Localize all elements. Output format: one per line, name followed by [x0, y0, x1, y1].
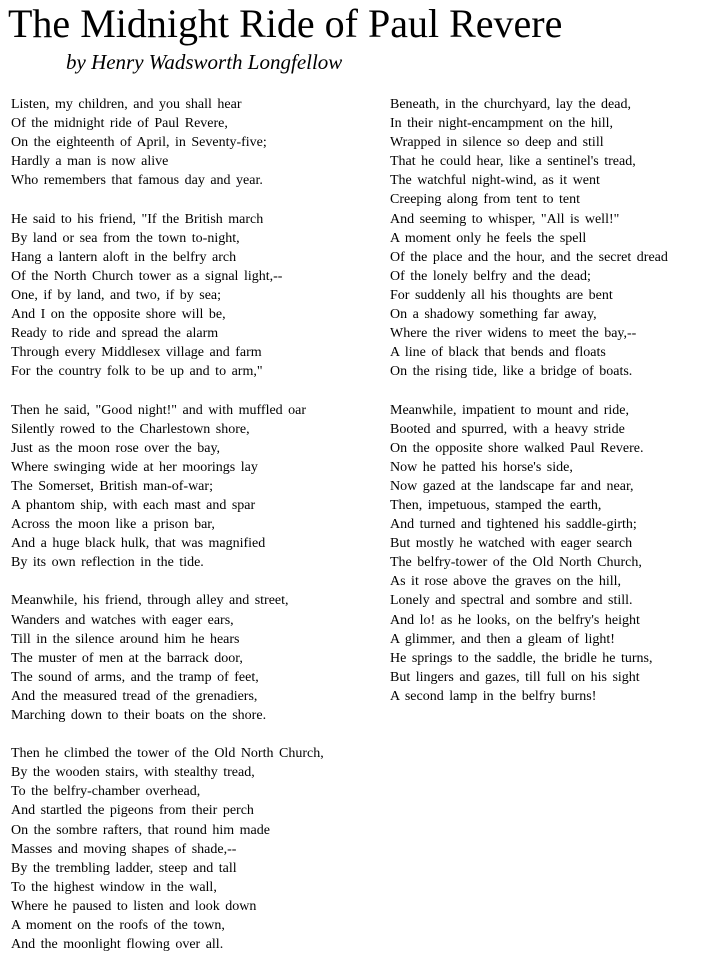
poem-line: Through every Middlesex village and farm [11, 345, 262, 361]
poem-line: Meanwhile, impatient to mount and ride, [390, 402, 630, 418]
poem-line: Listen, my children, and you shall hear [11, 97, 242, 112]
poem-line: Of the place and the hour, and the secret dread [390, 249, 668, 265]
poem-line: To the belfry-chamber overhead, [11, 784, 201, 800]
poem-line: And the measured tread of the grenadiers, [11, 688, 258, 704]
stanza [11, 401, 381, 573]
poem-line: And turned and tightened his saddle-girth; [390, 517, 637, 533]
poem-line: A second lamp in the belfry burns! [390, 688, 597, 704]
poem-line: For the country folk to be up and to arm," [11, 364, 263, 380]
poem-line: Silently rowed to the Charlestown shore, [11, 421, 250, 437]
poem-line: Lonely and spectral and sombre and still. [390, 593, 633, 609]
poem-line: And seeming to whisper, "All is well!" [390, 211, 620, 227]
stanza [11, 95, 381, 190]
poem-line: The watchful night-wind, as it went [390, 173, 600, 189]
left-column [11, 95, 381, 973]
poem-line: Then, impetuous, stamped the earth, [390, 497, 602, 513]
poem-line: He springs to the saddle, the bridle he turns, [390, 650, 653, 666]
poem-line: Meanwhile, his friend, through alley and street, [11, 593, 289, 609]
poem-line: Hardly a man is now alive [11, 154, 169, 170]
poem-line: On the eighteenth of April, in Seventy-five; [11, 135, 267, 151]
poem-line: On the opposite shore walked Paul Revere. [390, 440, 644, 456]
poem-line: Then he climbed the tower of the Old North Church, [11, 746, 324, 762]
poem-line: Till in the silence around him he hears [11, 631, 240, 647]
poem-line: Now he patted his horse's side, [390, 459, 573, 475]
poem-title: The Midnight Ride of Paul Revere [8, 1, 563, 46]
stanza [390, 95, 715, 381]
poem-line: The muster of men at the barrack door, [11, 650, 243, 666]
poem-line: A moment on the roofs of the town, [11, 918, 225, 934]
poem-line: The belfry-tower of the Old North Church, [390, 555, 642, 571]
poem-line: As it rose above the graves on the hill, [390, 574, 622, 590]
poem-line: But mostly he watched with eager search [390, 536, 633, 552]
poem-line: A line of black that bends and floats [390, 345, 606, 361]
poem-line: That he could hear, like a sentinel's tread, [390, 154, 636, 170]
poem-line: Of the lonely belfry and the dead; [390, 268, 591, 284]
poem-line: Of the midnight ride of Paul Revere, [11, 116, 228, 132]
stanza [11, 591, 381, 725]
poem-line: Marching down to their boats on the shore. [11, 708, 267, 723]
poem-line: On a shadowy something far away, [390, 307, 597, 323]
poem-byline: by Henry Wadsworth Longfellow [66, 50, 343, 74]
poem-line: In their night-encampment on the hill, [390, 116, 614, 132]
poem-line: Where he paused to listen and look down [11, 898, 257, 914]
poem-line: A phantom ship, with each mast and spar [11, 497, 256, 513]
right-column [390, 95, 715, 725]
poem-line: The Somerset, British man-of-war; [11, 478, 213, 494]
stanza [390, 401, 715, 707]
poem-line: Where swinging wide at her moorings lay [11, 459, 258, 475]
poem-line: Masses and moving shapes of shade,-- [11, 841, 237, 857]
poem-line: Wrapped in silence so deep and still [390, 135, 604, 151]
poem-line: To the highest window in the wall, [11, 879, 217, 895]
poem-line: Across the moon like a prison bar, [11, 517, 215, 533]
poem-line: Who remembers that famous day and year. [11, 173, 263, 189]
poem-line: By the wooden stairs, with stealthy tread, [11, 765, 255, 781]
poem-line: But lingers and gazes, till full on his sight [390, 669, 640, 685]
poem-line: Creeping along from tent to tent [390, 192, 581, 208]
poem-line: And a huge black hulk, that was magnified [11, 536, 266, 552]
poem-line: Hang a lantern aloft in the belfry arch [11, 249, 237, 265]
poem-line: Wanders and watches with eager ears, [11, 612, 234, 628]
poem-line: Where the river widens to meet the bay,-- [390, 326, 637, 342]
poem-line: One, if by land, and two, if by sea; [11, 287, 222, 303]
poem-line: By its own reflection in the tide. [11, 555, 204, 571]
poem-line: Just as the moon rose over the bay, [11, 440, 221, 456]
poem-line: And the moonlight flowing over all. [11, 937, 224, 953]
poem-line: Beneath, in the churchyard, lay the dead, [390, 97, 631, 112]
poem-line: On the sombre rafters, that round him made [11, 822, 270, 838]
poem-line: And lo! as he looks, on the belfry's height [390, 612, 640, 628]
poem-line: For suddenly all his thoughts are bent [390, 287, 613, 303]
poem-line: And startled the pigeons from their perch [11, 803, 254, 819]
poem-line: By land or sea from the town to-night, [11, 230, 240, 246]
poem-line: On the rising tide, like a bridge of boats. [390, 364, 633, 380]
poem-line: Then he said, "Good night!" and with muffled oar [11, 402, 307, 418]
poem-line: The sound of arms, and the tramp of feet, [11, 669, 259, 685]
poem-line: He said to his friend, "If the British march [11, 211, 264, 227]
poem-line: Booted and spurred, with a heavy stride [390, 421, 625, 437]
poem-line: Now gazed at the landscape far and near, [390, 478, 634, 494]
poem-line: Ready to ride and spread the alarm [11, 326, 219, 342]
poem-line: By the trembling ladder, steep and tall [11, 860, 237, 876]
poem-line: Of the North Church tower as a signal light,-- [11, 268, 283, 284]
poem-line: And I on the opposite shore will be, [11, 307, 226, 323]
stanza [11, 744, 381, 954]
poem-line: A moment only he feels the spell [390, 230, 587, 246]
poem-line: A glimmer, and then a gleam of light! [390, 631, 615, 647]
stanza [11, 210, 381, 382]
